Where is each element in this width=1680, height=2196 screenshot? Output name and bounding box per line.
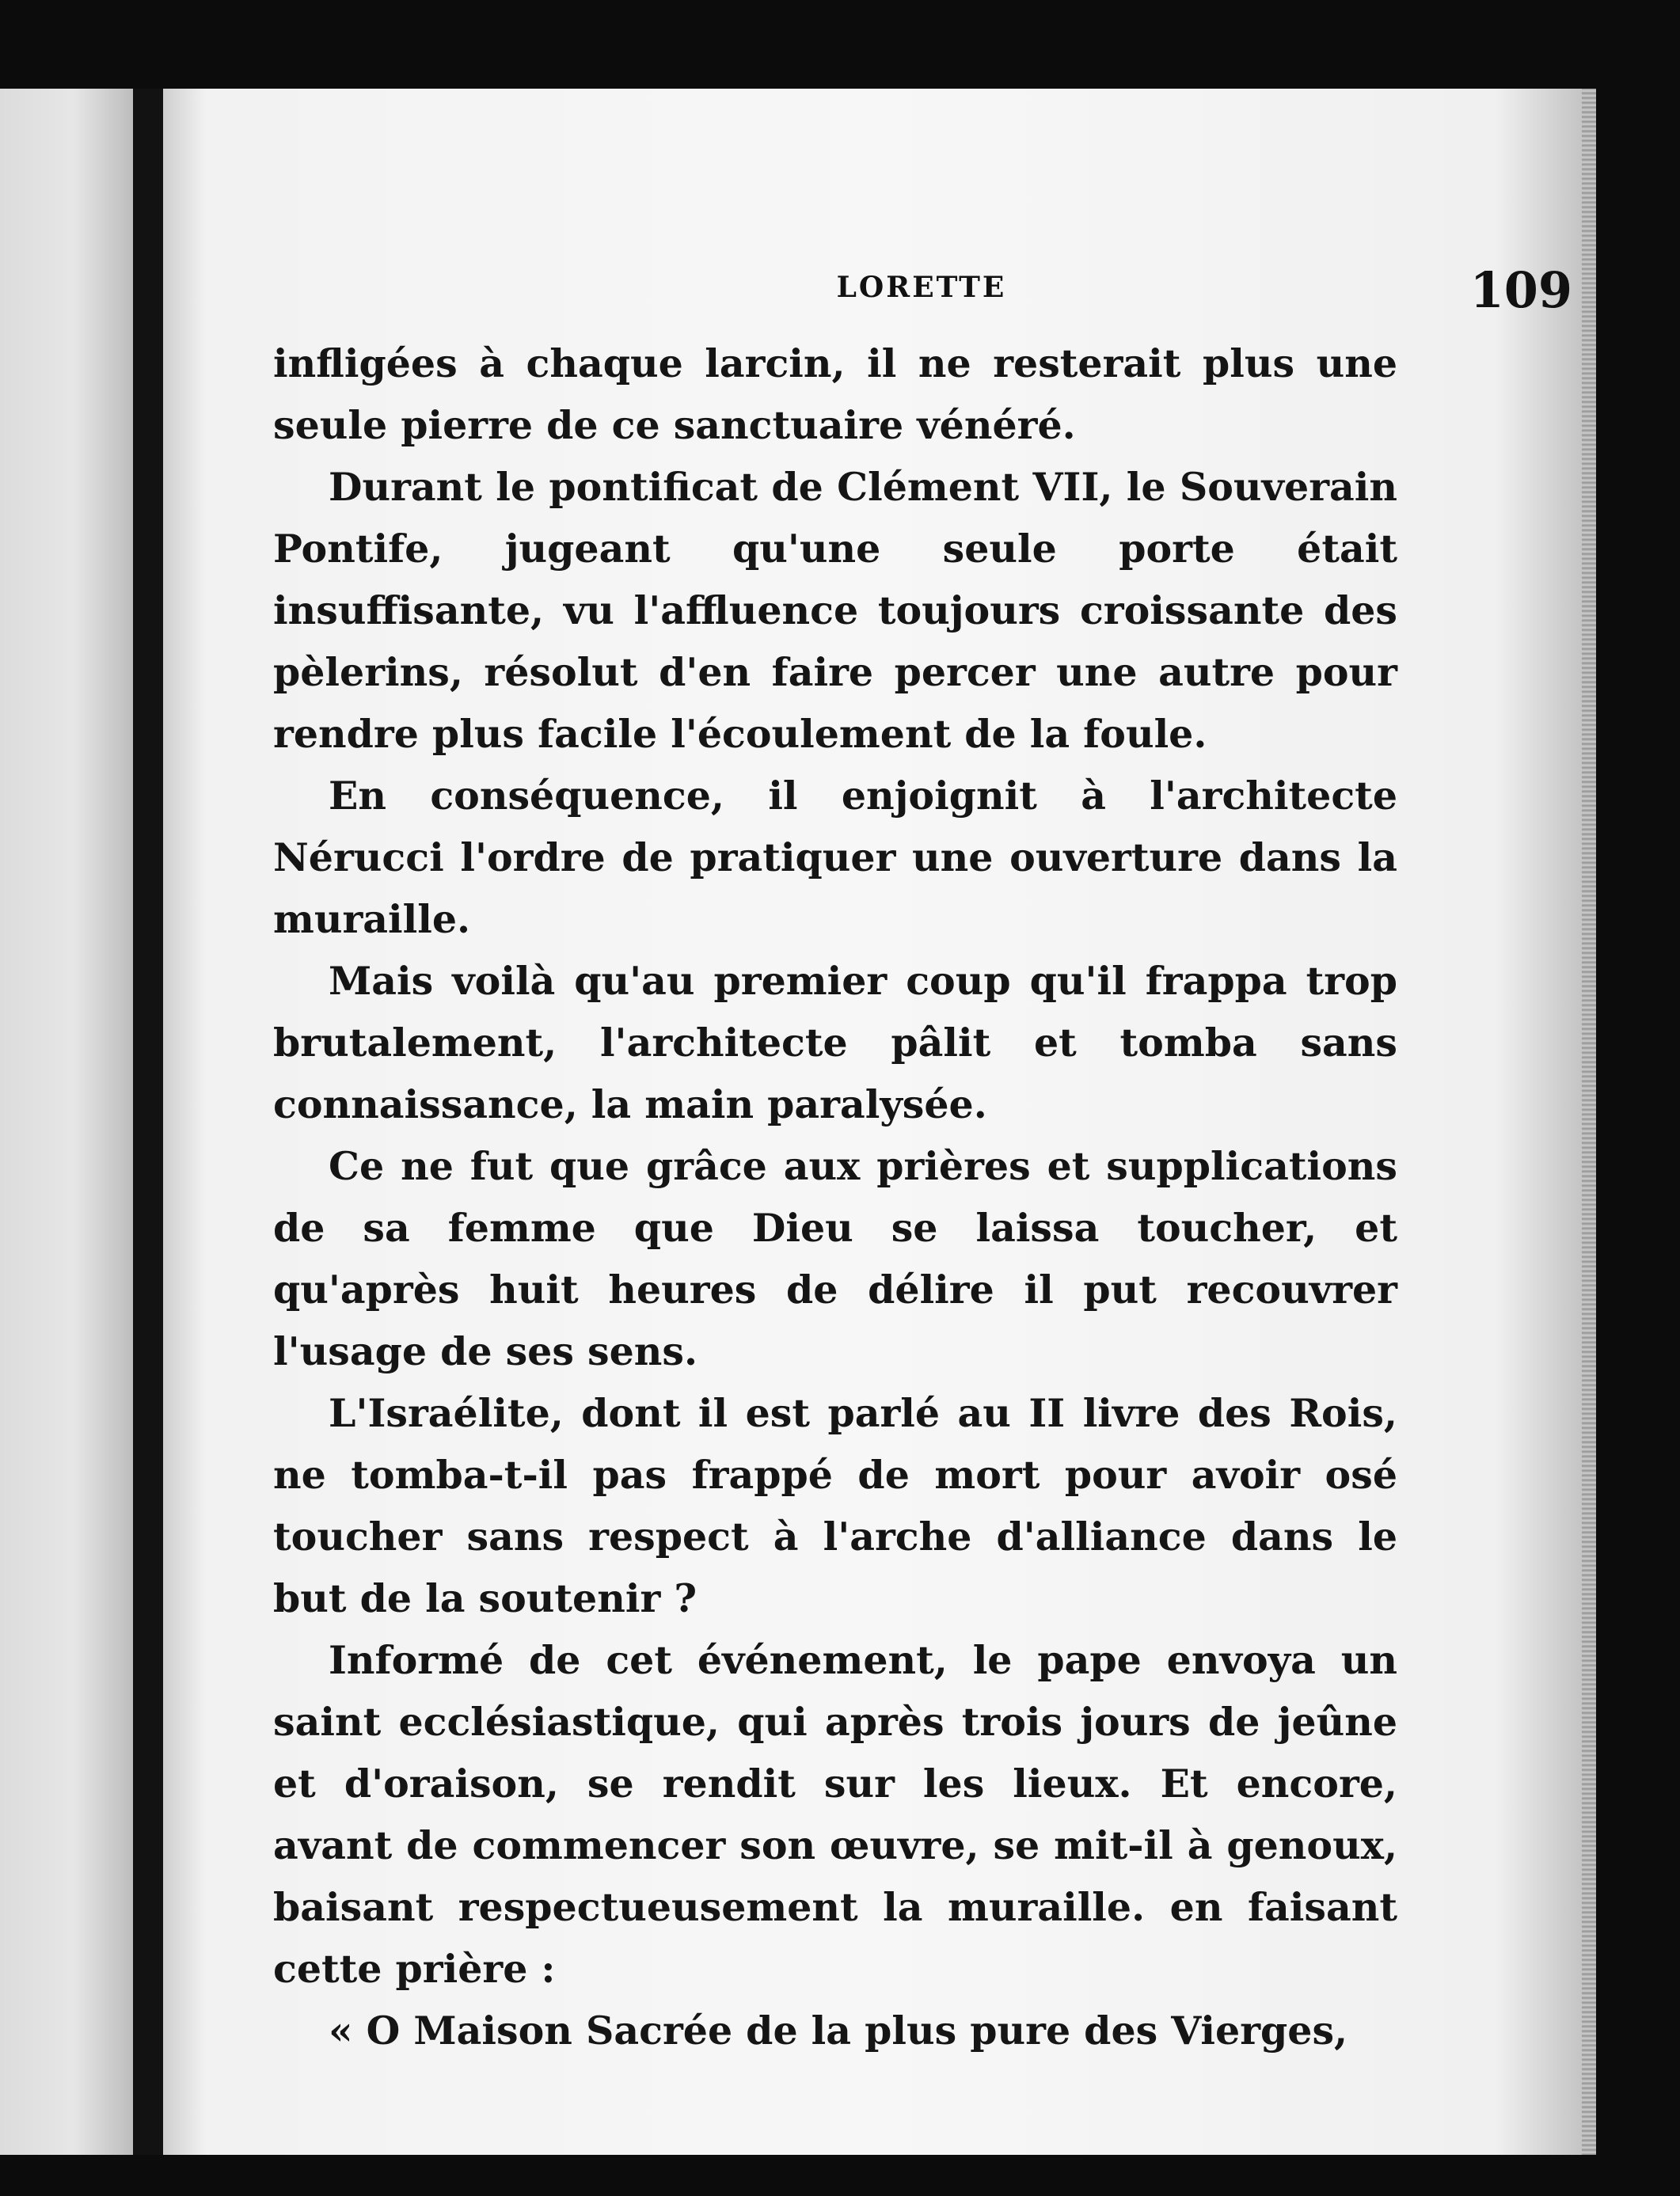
facing-page-edge xyxy=(0,89,133,2155)
book-gutter xyxy=(133,89,163,2155)
paragraph: En conséquence, il enjoignit à l'architecte Nérucci l'ordre de pratiquer une ouverture dans la muraille. xyxy=(273,773,1397,942)
paragraph: Informé de cet événement, le pape envoya un saint ecclésiastique, qui après trois jours de jeûne et d'oraison, se rendit sur les lieux. Et encore, avant de commencer son œuvre, se mit-il à genoux, baisant respectueusement la muraille. en faisant cette prière : xyxy=(273,1637,1397,1992)
paragraph: Mais voilà qu'au premier coup qu'il frappa trop brutalement, l'architecte pâlit et tomba sans connaissance, la main paralysée. xyxy=(273,958,1397,1127)
paragraph: Ce ne fut que grâce aux prières et supplications de sa femme que Dieu se laissa toucher, et qu'après huit heures de délire il put recouvrer l'usage de ses sens. xyxy=(273,1143,1397,1374)
paragraph: « O Maison Sacrée de la plus pure des Vierges, xyxy=(329,2008,1348,2054)
paragraph: Durant le pontificat de Clément VII, le Souverain Pontife, jugeant qu'une seule porte était insuffisante, vu l'affluence toujours croissante des pèlerins, résolut d'en faire percer une autre pour rendre plus facile l'écoulement de la foule. xyxy=(273,464,1397,757)
running-head xyxy=(163,261,1596,325)
paragraph: infligées à chaque larcin, il ne resterait plus une seule pierre de ce sanctuaire vénéré. xyxy=(273,340,1397,448)
page-fore-edge xyxy=(1582,89,1596,2155)
page-number: 109 xyxy=(1469,261,1572,319)
running-title: LORETTE xyxy=(836,271,1007,304)
body-text xyxy=(273,332,1397,2061)
paragraph: L'Israélite, dont il est parlé au II livre des Rois, ne tomba-t-il pas frappé de mort pour avoir osé toucher sans respect à l'arche d'alliance dans le but de la soutenir ? xyxy=(273,1390,1397,1621)
